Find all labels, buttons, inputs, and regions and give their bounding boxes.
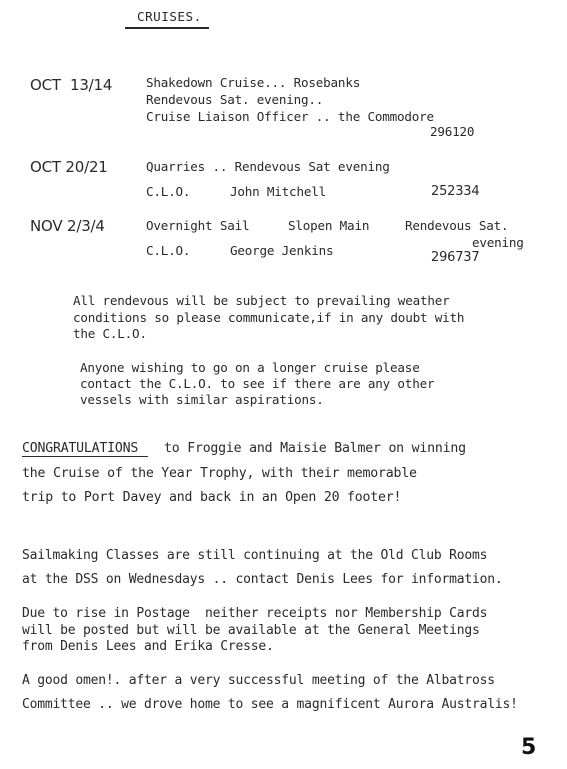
- cruise-3-location: Slopen Main: [288, 218, 370, 233]
- omen-line-1: A good omen!. after a very successful meeting of the Albatross: [22, 673, 495, 688]
- cruise-2-clo-label: C.L.O.: [146, 184, 191, 199]
- cruise-2-phone: 252334: [431, 184, 480, 199]
- weather-note-line-2: conditions so please communicate,if in any doubt with: [73, 310, 465, 325]
- cruise-3-clo-label: C.L.O.: [146, 243, 191, 258]
- congratulations-line-3: trip to Port Davey and back in an Open 20 footer!: [22, 490, 402, 505]
- cruise-3-rendevous: Rendevous Sat.: [405, 218, 509, 233]
- cruise-3-rendevous-cont: evening: [472, 235, 524, 250]
- cruise-2-clo-name: John Mitchell: [230, 184, 326, 199]
- omen-line-2: Committee .. we drove home to see a magnificent Aurora Australis!: [22, 697, 518, 712]
- sailmaking-line-2: at the DSS on Wednesdays .. contact Denis Lees for information.: [22, 572, 503, 587]
- cruise-3-phone: 296737: [431, 250, 480, 265]
- congratulations-heading: CONGRATULATIONS: [22, 441, 139, 456]
- weather-note-line-3: the C.L.O.: [73, 326, 147, 341]
- congratulations-line-1: to Froggie and Maisie Balmer on winning: [164, 441, 466, 456]
- page-number: 5: [521, 735, 537, 760]
- congratulations-line-2: the Cruise of the Year Trophy, with their memorable: [22, 466, 417, 481]
- postage-line-1: Due to rise in Postage neither receipts nor Membership Cards: [22, 606, 488, 621]
- cruise-1-line-1: Shakedown Cruise... Rosebanks: [146, 75, 361, 90]
- cruise-1-date: OCT 13/14: [30, 76, 113, 94]
- page-title: CRUISES.: [137, 9, 202, 24]
- cruise-3-line-1: Overnight Sail: [146, 218, 250, 233]
- title-underline: [125, 27, 209, 29]
- congratulations-underline: [22, 456, 148, 457]
- cruise-2-date: OCT 20/21: [30, 158, 108, 176]
- cruise-1-phone: 296120: [430, 124, 475, 139]
- cruise-3-clo-name: George Jenkins: [230, 243, 334, 258]
- weather-note-line-1: All rendevous will be subject to prevailing weather: [73, 293, 450, 308]
- longer-cruise-line-3: vessels with similar aspirations.: [80, 392, 324, 407]
- cruise-3-date: NOV 2/3/4: [30, 217, 105, 235]
- postage-line-3: from Denis Lees and Erika Cresse.: [22, 639, 274, 654]
- cruise-1-line-2: Rendevous Sat. evening..: [146, 92, 324, 107]
- postage-line-2: will be posted but will be available at the General Meetings: [22, 623, 480, 638]
- sailmaking-line-1: Sailmaking Classes are still continuing at the Old Club Rooms: [22, 548, 488, 563]
- cruise-2-line-1: Quarries .. Rendevous Sat evening: [146, 159, 390, 174]
- longer-cruise-line-1: Anyone wishing to go on a longer cruise please: [80, 360, 420, 375]
- cruise-1-line-3: Cruise Liaison Officer .. the Commodore: [146, 109, 434, 124]
- longer-cruise-line-2: contact the C.L.O. to see if there are any other: [80, 376, 435, 391]
